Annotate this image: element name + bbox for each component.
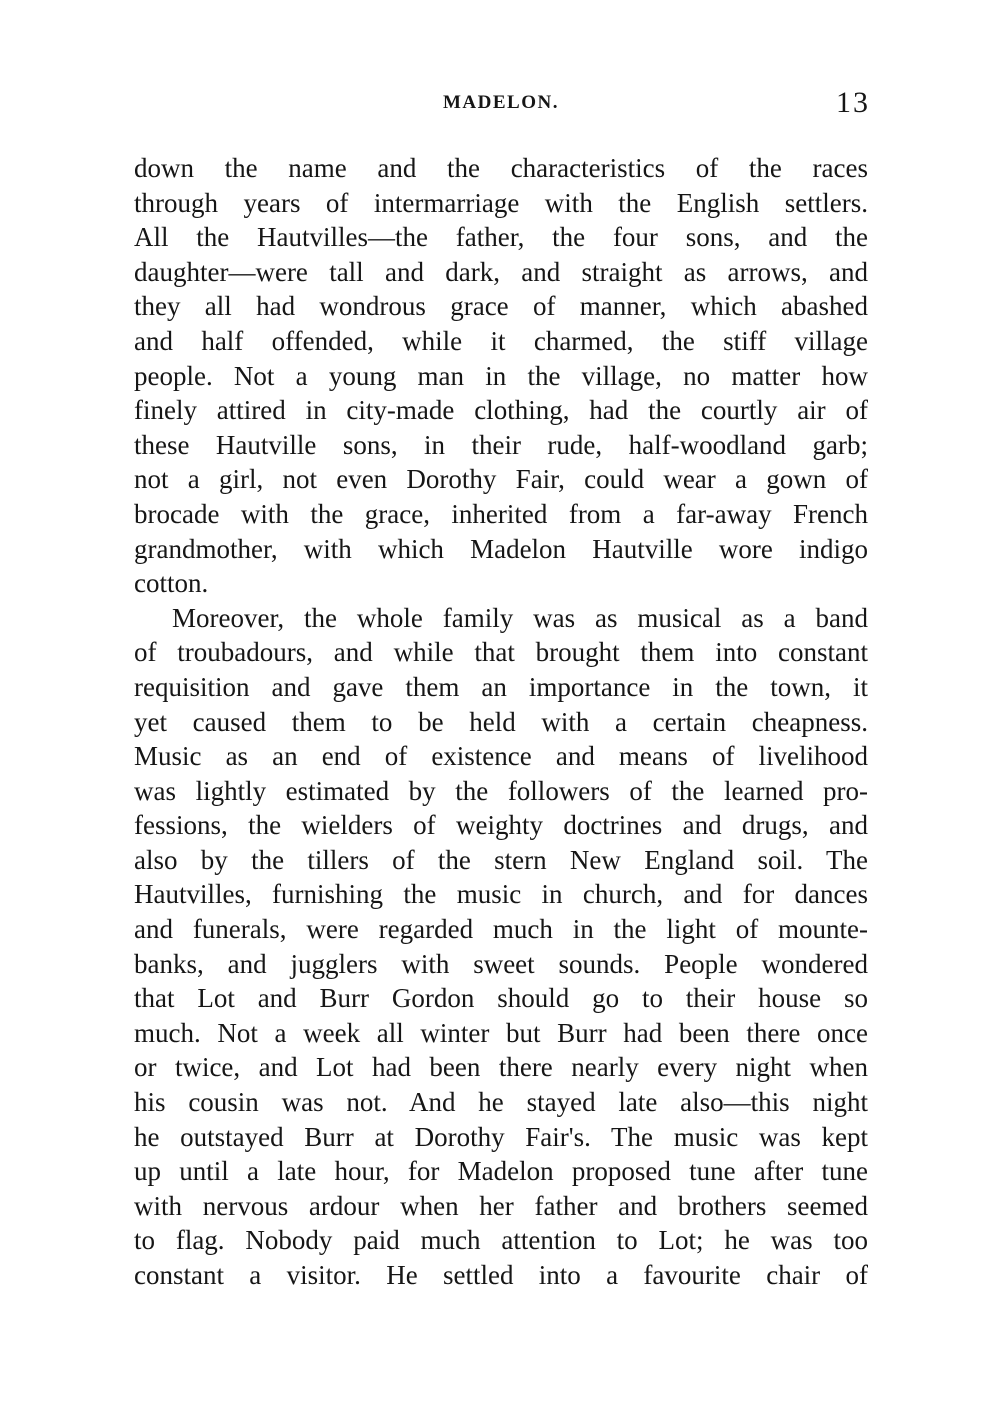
body-text bbox=[134, 151, 868, 1293]
text-line: daughter—were tall and dark, and straight as arrows, and bbox=[134, 256, 868, 287]
text-line: his cousin was not. And he stayed late also—this night bbox=[134, 1087, 868, 1118]
text-line: grandmother, with which Madelon Hautville wore indigo bbox=[134, 533, 868, 564]
text-line: up until a late hour, for Madelon proposed tune after tune bbox=[134, 1156, 868, 1187]
text-line: to flag. Nobody paid much attention to Lot; he was too bbox=[134, 1225, 868, 1256]
text-line: with nervous ardour when her father and brothers seemed bbox=[134, 1190, 868, 1221]
text-line: not a girl, not even Dorothy Fair, could wear a gown of bbox=[134, 464, 868, 495]
text-line: people. Not a young man in the village, no matter how bbox=[134, 360, 868, 391]
text-line: brocade with the grace, inherited from a far-away French bbox=[134, 498, 868, 529]
text-line: finely attired in city-made clothing, had the courtly air of bbox=[134, 395, 868, 426]
text-line: Music as an end of existence and means of livelihood bbox=[134, 741, 868, 772]
running-title: MADELON. bbox=[443, 92, 559, 113]
text-line: down the name and the characteristics of the races bbox=[134, 153, 868, 183]
text-line: through years of intermarriage with the English settlers. bbox=[134, 187, 868, 218]
text-line: and funerals, were regarded much in the light of mounte- bbox=[134, 914, 868, 945]
text-line: that Lot and Burr Gordon should go to their house so bbox=[134, 983, 868, 1014]
text-line: he outstayed Burr at Dorothy Fair's. The music was kept bbox=[134, 1121, 868, 1152]
text-line: fessions, the wielders of weighty doctrines and drugs, and bbox=[134, 810, 868, 841]
paragraph-end-line: cotton. bbox=[134, 568, 209, 599]
text-line: constant a visitor. He settled into a favourite chair of bbox=[134, 1260, 868, 1290]
text-line: All the Hautvilles—the father, the four sons, and the bbox=[134, 222, 868, 253]
text-line: banks, and jugglers with sweet sounds. People wondered bbox=[134, 948, 868, 979]
text-line: requisition and gave them an importance in the town, it bbox=[134, 671, 868, 702]
text-line: yet caused them to be held with a certain cheapness. bbox=[134, 706, 868, 737]
paragraph-start-line: Moreover, the whole family was as musical as a band bbox=[172, 602, 868, 633]
text-line: was lightly estimated by the followers of the learned pro- bbox=[134, 775, 868, 806]
text-line: also by the tillers of the stern New England soil. The bbox=[134, 844, 868, 875]
text-line: they all had wondrous grace of manner, which abashed bbox=[134, 291, 868, 322]
text-line: of troubadours, and while that brought them into constant bbox=[134, 637, 868, 668]
page-number: 13 bbox=[836, 86, 870, 119]
text-line: and half offended, while it charmed, the stiff village bbox=[134, 325, 868, 356]
running-head bbox=[134, 86, 868, 126]
text-line: Hautvilles, furnishing the music in church, and for dances bbox=[134, 879, 868, 910]
text-line: much. Not a week all winter but Burr had been there once bbox=[134, 1017, 868, 1048]
text-line: or twice, and Lot had been there nearly every night when bbox=[134, 1052, 868, 1083]
text-line: these Hautville sons, in their rude, half-woodland garb; bbox=[134, 429, 868, 460]
